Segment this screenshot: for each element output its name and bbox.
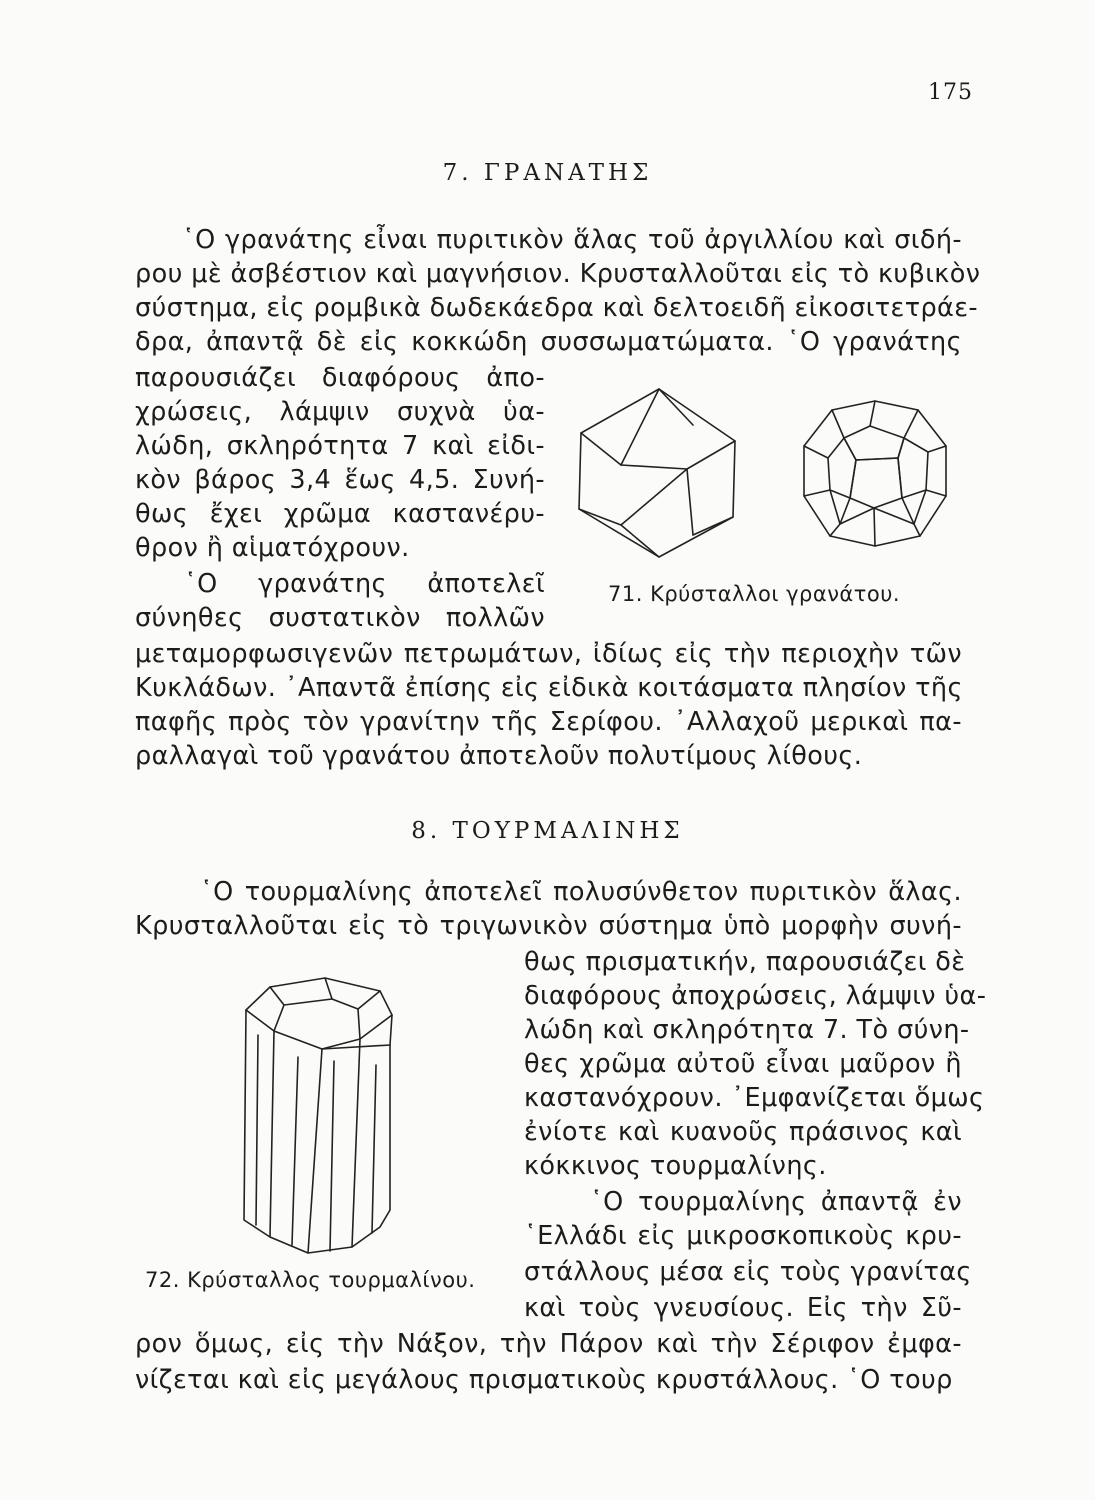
text-line: κὸν βάρος 3,4 ἕως 4,5. Συνή- — [135, 465, 545, 495]
text-line: χρώσεις, λάμψιν συχνὰ ὑα- — [135, 397, 545, 427]
page-number: 175 — [928, 80, 973, 105]
figure-71-caption: 71. Κρύσταλλοι γρανάτου. — [608, 582, 901, 606]
text-line: σύστημα, εἰς ρομβικὰ δωδεκάεδρα καὶ δελτοειδῆ εἰκοσιτετράε- — [135, 293, 979, 323]
text-line: ρον ὅμως, εἰς τὴν Νάξον, τὴν Πάρον καὶ τὴν Σέριφον ἐμφα- — [135, 1329, 962, 1359]
text-line: στάλλους μέσα εἰς τοὺς γρανίτας — [524, 1257, 972, 1287]
text-line: Κρυσταλλοῦται εἰς τὸ τριγωνικὸν σύστημα ὑπὸ μορφὴν συνή- — [135, 911, 962, 941]
text-line: ραλλαγαὶ τοῦ γρανάτου ἀποτελοῦν πολυτίμους λίθους. — [135, 741, 863, 771]
section-heading-tourmaline: 8. ΤΟΥΡΜΑΛΙΝΗΣ — [411, 818, 684, 844]
text-line: ρου μὲ ἀσβέστιον καὶ μαγνήσιον. Κρυσταλλοῦται εἰς τὸ κυβικὸν — [135, 259, 981, 289]
text-line: Κυκλάδων. ᾿Απαντᾶ ἐπίσης εἰς εἰδικὰ κοιτάσματα πλησίον τῆς — [135, 673, 963, 703]
text-line: καστανόχρουν. ᾿Εμφανίζεται ὅμως — [524, 1083, 985, 1113]
text-line: καὶ τοὺς γνευσίους. Εἰς τὴν Σῦ- — [524, 1293, 962, 1323]
text-line: ἐνίοτε καὶ κυανοῦς πράσινος καὶ — [524, 1117, 962, 1147]
text-line: λώδη καὶ σκληρότητα 7. Τὸ σύνη- — [524, 1015, 970, 1045]
text-line: θως πρισματικήν, παρουσιάζει δὲ — [524, 947, 966, 977]
section-heading-garnet: 7. ΓΡΑΝΑΤΗΣ — [442, 160, 653, 186]
text-line: θες χρῶμα αὐτοῦ εἶναι μαῦρον ἢ — [524, 1049, 962, 1079]
text-line: μεταμορφωσιγενῶν πετρωμάτων, ἰδίως εἰς τὴν περιοχὴν τῶν — [135, 639, 962, 669]
tourmaline-crystal-figure — [230, 975, 400, 1265]
text-line: διαφόρους ἀποχρώσεις, λάμψιν ὑα- — [524, 981, 987, 1011]
garnet-dodecahedron-figure — [575, 385, 740, 560]
text-line: ῾Ελλάδι εἰς μικροσκοπικοὺς κρυ- — [524, 1221, 962, 1251]
text-line: παρουσιάζει διαφόρους ἀπο- — [135, 363, 545, 393]
text-line: κόκκινος τουρμαλίνης. — [524, 1151, 827, 1181]
text-line: νίζεται καὶ εἰς μεγάλους πρισματικοὺς κρυστάλλους. ῾Ο τουρ — [135, 1365, 953, 1395]
garnet-icositetrahedron-figure — [800, 398, 950, 548]
text-line: σύνηθες συστατικὸν πολλῶν — [135, 603, 545, 633]
text-line: θρον ἢ αἱματόχρουν. — [135, 533, 410, 563]
text-line: λώδη, σκληρότητα 7 καὶ εἰδι- — [135, 431, 545, 461]
text-line: παφῆς πρὸς τὸν γρανίτην τῆς Σερίφου. ᾿Αλλαχοῦ μερικαὶ πα- — [135, 707, 962, 737]
text-line: δρα, ἀπαντᾷ δὲ εἰς κοκκώδη συσσωματώματα. ῾Ο γρανάτης — [135, 327, 962, 357]
text-line: ῾Ο γρανάτης ἀποτελεῖ — [184, 569, 545, 599]
text-line: ῾Ο τουρμαλίνης ἀποτελεῖ πολυσύνθετον πυριτικὸν ἅλας. — [200, 877, 962, 907]
text-line: θως ἔχει χρῶμα καστανέρυ- — [135, 499, 545, 529]
text-line: ῾Ο γρανάτης εἶναι πυριτικὸν ἅλας τοῦ ἀργιλλίου καὶ σιδή- — [182, 225, 962, 255]
text-line: ῾Ο τουρμαλίνης ἀπαντᾷ ἐν — [590, 1187, 962, 1217]
figure-72-caption: 72. Κρύσταλλος τουρμαλίνου. — [145, 1268, 476, 1292]
